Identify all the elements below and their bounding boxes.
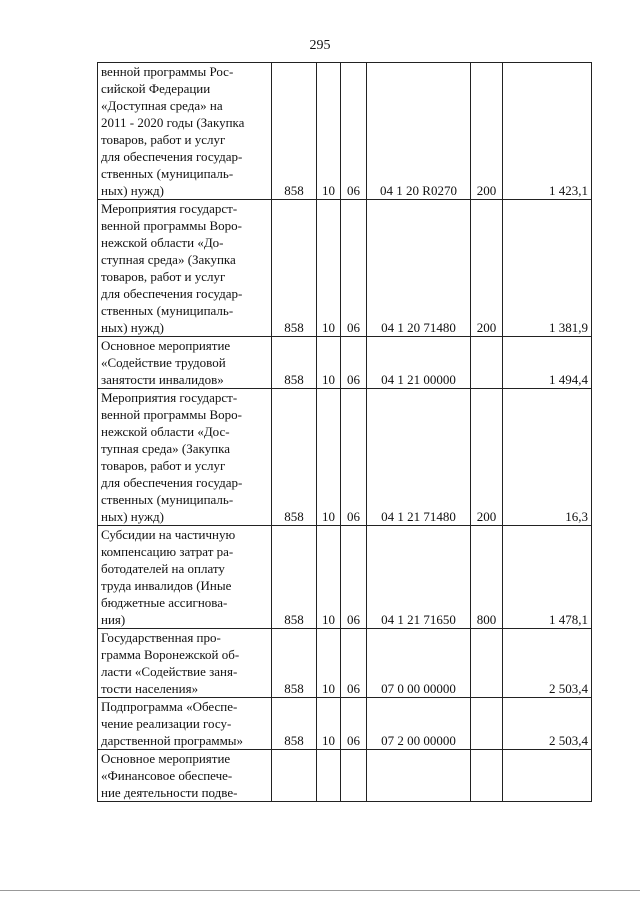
item-name-line: тупная среда» (Закупка — [101, 441, 231, 456]
item-name-cell — [98, 389, 272, 526]
amount-cell: 1 381,9 — [503, 200, 592, 337]
expense-type-cell: 200 — [471, 63, 503, 200]
table-row — [98, 526, 592, 629]
target-article-cell: 04 1 21 00000 — [367, 337, 471, 389]
section-cell — [317, 750, 341, 802]
item-name-line: ние деятельности подве- — [101, 785, 238, 800]
footer-rule — [0, 890, 640, 891]
item-name-line: Подпрограмма «Обеспе- — [101, 699, 238, 714]
section-cell: 10 — [317, 200, 341, 337]
expense-type-cell — [471, 629, 503, 698]
item-name-cell — [98, 337, 272, 389]
item-name-line: товаров, работ и услуг — [101, 132, 226, 147]
item-name-line: ственных (муниципаль- — [101, 492, 234, 507]
item-name-line: Основное мероприятие — [101, 751, 231, 766]
table-row — [98, 698, 592, 750]
subsection-cell — [341, 750, 367, 802]
ministry-cell: 858 — [272, 526, 317, 629]
amount-cell: 1 494,4 — [503, 337, 592, 389]
amount-cell: 2 503,4 — [503, 629, 592, 698]
item-name-line: для обеспечения государ- — [101, 475, 243, 490]
expense-type-cell — [471, 337, 503, 389]
item-name-line: Мероприятия государст- — [101, 390, 238, 405]
item-name-line: ственных (муниципаль- — [101, 166, 234, 181]
page-number: 295 — [309, 38, 331, 53]
subsection-cell: 06 — [341, 200, 367, 337]
subsection-cell: 06 — [341, 63, 367, 200]
item-name-line: ступная среда» (Закупка — [101, 252, 236, 267]
item-name-line: сийской Федерации — [101, 81, 211, 96]
ministry-cell — [272, 750, 317, 802]
item-name-line: ния) — [101, 612, 126, 627]
subsection-cell: 06 — [341, 698, 367, 750]
item-name-line: дарственной программы» — [101, 733, 244, 748]
item-name-cell — [98, 698, 272, 750]
expense-type-cell: 200 — [471, 200, 503, 337]
table-row — [98, 750, 592, 802]
section-cell: 10 — [317, 629, 341, 698]
table-row — [98, 337, 592, 389]
item-name-line: компенсацию затрат ра- — [101, 544, 234, 559]
item-name-line: «Содействие трудовой — [101, 355, 226, 370]
section-cell: 10 — [317, 389, 341, 526]
item-name-cell — [98, 200, 272, 337]
amount-cell: 2 503,4 — [503, 698, 592, 750]
item-name-line: для обеспечения государ- — [101, 286, 243, 301]
item-name-cell — [98, 63, 272, 200]
item-name-line: нежской области «До- — [101, 235, 224, 250]
ministry-cell: 858 — [272, 200, 317, 337]
item-name-line: для обеспечения государ- — [101, 149, 243, 164]
subsection-cell: 06 — [341, 526, 367, 629]
section-cell: 10 — [317, 526, 341, 629]
item-name-line: ственных (муниципаль- — [101, 303, 234, 318]
item-name-line: товаров, работ и услуг — [101, 269, 226, 284]
item-name-line: труда инвалидов (Иные — [101, 578, 232, 593]
item-name-line: Мероприятия государст- — [101, 201, 238, 216]
amount-cell: 1 423,1 — [503, 63, 592, 200]
item-name-line: ных) нужд) — [101, 509, 164, 524]
target-article-cell: 04 1 21 71480 — [367, 389, 471, 526]
item-name-line: венной программы Рос- — [101, 64, 234, 79]
budget-table — [97, 62, 592, 802]
target-article-cell: 07 2 00 00000 — [367, 698, 471, 750]
ministry-cell: 858 — [272, 698, 317, 750]
item-name-line: ных) нужд) — [101, 320, 164, 335]
item-name-line: 2011 - 2020 годы (Закупка — [101, 115, 245, 130]
item-name-line: нежской области «Дос- — [101, 424, 230, 439]
item-name-cell — [98, 526, 272, 629]
item-name-line: «Доступная среда» на — [101, 98, 223, 113]
item-name-line: чение реализации госу- — [101, 716, 232, 731]
expense-type-cell — [471, 750, 503, 802]
item-name-line: ласти «Содействие заня- — [101, 664, 238, 679]
ministry-cell: 858 — [272, 63, 317, 200]
item-name-line: грамма Воронежской об- — [101, 647, 240, 662]
ministry-cell: 858 — [272, 337, 317, 389]
item-name-line: венной программы Воро- — [101, 407, 242, 422]
target-article-cell — [367, 750, 471, 802]
expense-type-cell: 200 — [471, 389, 503, 526]
section-cell: 10 — [317, 63, 341, 200]
target-article-cell: 04 1 21 71650 — [367, 526, 471, 629]
expense-type-cell: 800 — [471, 526, 503, 629]
item-name-line: Государственная про- — [101, 630, 221, 645]
item-name-line: ных) нужд) — [101, 183, 164, 198]
target-article-cell: 04 1 20 71480 — [367, 200, 471, 337]
item-name-line: ботодателей на оплату — [101, 561, 225, 576]
table-row — [98, 389, 592, 526]
item-name-line: тости населения» — [101, 681, 199, 696]
ministry-cell: 858 — [272, 389, 317, 526]
target-article-cell: 04 1 20 R0270 — [367, 63, 471, 200]
subsection-cell: 06 — [341, 389, 367, 526]
table-row — [98, 629, 592, 698]
section-cell: 10 — [317, 698, 341, 750]
item-name-line: «Финансовое обеспече- — [101, 768, 233, 783]
amount-cell — [503, 750, 592, 802]
item-name-line: бюджетные ассигнова- — [101, 595, 228, 610]
section-cell: 10 — [317, 337, 341, 389]
item-name-line: занятости инвалидов» — [101, 372, 224, 387]
amount-cell: 16,3 — [503, 389, 592, 526]
subsection-cell: 06 — [341, 337, 367, 389]
item-name-cell — [98, 750, 272, 802]
table-body — [98, 63, 592, 802]
item-name-line: Основное мероприятие — [101, 338, 231, 353]
subsection-cell: 06 — [341, 629, 367, 698]
item-name-line: венной программы Воро- — [101, 218, 242, 233]
item-name-cell — [98, 629, 272, 698]
amount-cell: 1 478,1 — [503, 526, 592, 629]
table-row — [98, 200, 592, 337]
table-row — [98, 63, 592, 200]
target-article-cell: 07 0 00 00000 — [367, 629, 471, 698]
item-name-line: Субсидии на частичную — [101, 527, 236, 542]
item-name-line: товаров, работ и услуг — [101, 458, 226, 473]
ministry-cell: 858 — [272, 629, 317, 698]
expense-type-cell — [471, 698, 503, 750]
